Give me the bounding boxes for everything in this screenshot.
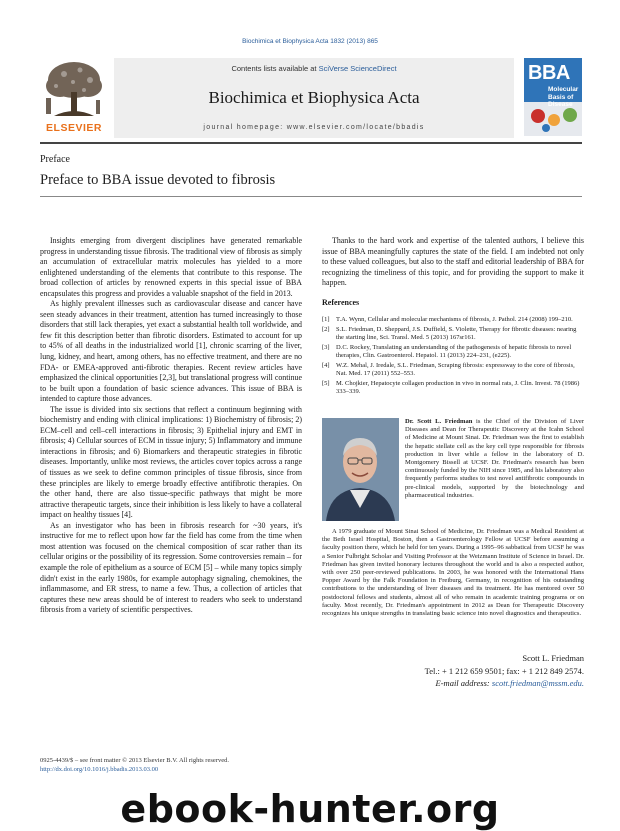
cover-subtitle: Molecular Basis of Disease [548,86,579,108]
contents-line [114,64,514,73]
signature-name: Scott L. Friedman [522,653,584,663]
body-paragraph: As an investigator who has been in fibrosis research for ~30 years, it's instructive for me to reflect upon how far the field has come from the time when most attention was focused on the chemical composition of scar rather than its cellular origins or the possibility of its regression. Some controversies remain – for example the role of epithelium as a source of ECM [5] – while many topics simply didn't exist in the early 1980s, for example autophagy signaling, chemokines, the inflammasome, and ER stress, to name a few. Thus, a collection of articles that captures these new areas should be of interest to readers who seek to understand fibrosis from a variety of scientific perspectives. [40,520,302,615]
references-list [322,316,584,398]
bio-paragraph: A 1979 graduate of Mount Sinai School of Medicine, Dr. Friedman was a Medical Resident at the Beth Israel Hospital, Boston, then a Gastroenterology Fellow at UCSF before assuming a faculty position there, which he held for ten years. During a 1995–96 sabbatical from UCSF he was a Senior Fulbright Scholar and Visiting Professor at the Weizmann Institute of Science in Israel. Dr. Friedman has given invited honorary lectures throughout the world and is also a respected author, with over 250 peer-reviewed publications. In 2003, he was honored with the International Hans Popper Award by the Falk Foundation in Freiburg, Germany, in recognition of his outstanding contributions to the understanding of liver diseases and its treatment. He has mentored over 50 postdoctoral fellows and students, almost all of who remain in academic training programs or on faculty. Most recently, Dr. Friedman's appointment in 2012 as Dean for Therapeutic Discovery recognizes his unique strengths in translating basic science into novel diagnostics and therapeutics. [322,528,584,618]
reference-item [322,326,584,343]
reference-number: [2] [322,325,330,333]
title-rule [40,196,582,197]
contents-prefix: Contents lists available at [231,64,317,73]
journal-title: Biochimica et Biophysica Acta [208,88,420,107]
reference-text: M. Chojkier, Hepatocyte collagen production in vivo in normal rats, J. Clin. Invest. 78 (1986) 333–339. [336,379,580,395]
reference-item [322,344,584,361]
reference-text: T.A. Wynn, Cellular and molecular mechanisms of fibrosis, J. Pathol. 214 (2008) 199–210. [336,316,573,323]
reference-item [322,362,584,379]
author-photo [322,418,399,521]
reference-text: S.L. Friedman, D. Sheppard, J.S. Duffield, S. Violette, Therapy for fibrotic diseases: nearing the starting line, Sci. Transl. Med. 5 (2013) 167sr161. [336,325,577,341]
doi-link[interactable]: http://dx.doi.org/10.1016/j.bbadis.2013.03.00 [40,765,159,773]
article-title: Preface to BBA issue devoted to fibrosis [40,172,276,188]
body-column-left [40,236,302,616]
body-paragraph: Insights emerging from divergent disciplines have generated remarkable progress in understanding tissue fibrosis. The traditional view of fibrosis as simply an accumulation of extracellular matrix molecules has yielded to a more enlightened understanding of the elements that contribute to this response. The broad collection of articles by renowned experts in this special issue of BBA encapsulates this progress and provides a valuable snapshot of the field in 2013. [40,236,302,298]
body-paragraph: The issue is divided into six sections that reflect a continuum beginning with biochemistry and ending with clinical implications: 1) Biochemistry of fibrosis; 2) ECM–cell and cell–cell interactions in fibrosis; 3) Epithelial injury and EMT in fibrosis; 4) Cellular sources of ECM in tissue injury; 5) Inflammatory and immune interactions in fibrosis; and 6) Biomarkers and therapeutic strategies in fibrotic diseases. Importantly, unlike most reviews, the articles cover topics across a range of tissues as we seek to define common principles of tissue fibrosis, since from these principles are likely to emerge broadly effective antifibrotic therapies. On the other hand, there are also tissue-specific pathways that might be more attractive therapeutic targets, since their inhibition is less likely to have a collateral impact on healthy tissues [4]. [40,404,302,520]
email-link[interactable]: scott.friedman@mssm.edu. [491,678,584,688]
body-paragraph: As highly prevalent illnesses such as cardiovascular disease and cancer have seen steady advances in their treatment, attention has turned increasingly to those disorders that still lack therapies, yet exact a substantial health toll worldwide, and few fit this description better than fibrotic disorders. Estimated to account for up to 45% of all deaths in the industrialized world [1], chronic scarring of the liver, lung, kidney, and heart, among others, has no effective treatment, and there are no FDA- or EMEA-approved anti-fibrotic therapies. Recent review articles have emphasized the clinical opportunities [2,3], but translational progress will continue to be built upon a foundation of basic science advances. This issue of BBA is intended to capture those advances. [40,299,302,404]
reference-number: [4] [322,361,330,369]
reference-text: D.C. Rockey, Translating an understanding of the pathogenesis of hepatic fibrosis to novel therapies, Clin. Gastroenterol. Hepatol. 11 (2013) 224–231, (e225). [336,343,572,359]
reference-text: W.Z. Mehal, J. Iredale, S.L. Friedman, Scraping fibrosis: expressway to the core of fibrosis, Nat. Med. 17 (2011) 552–553. [336,361,575,377]
watermark: ebook-hunter.org [120,787,500,831]
copyright-line: 0925-4439/$ – see front matter © 2013 Elsevier B.V. All rights reserved. [40,757,229,764]
reference-number: [5] [322,379,330,387]
reference-number: [3] [322,343,330,351]
references-heading: References [322,298,360,307]
signature-contact: Tel.: + 1 212 659 9501; fax: + 1 212 849 2574. [424,666,584,676]
body-column-right [322,236,584,289]
reference-number: [1] [322,316,330,323]
email-label: E-mail address: [435,678,490,688]
body-paragraph: Thanks to the hard work and expertise of the talented authors, I believe this issue of BBA meaningfully captures the state of the field. I am indebted not only to these valued colleagues, but also to the staff and editorial leadership of BBA for recognizing the timeliness of this topic, and for providing the support to make it happen. [322,236,584,288]
author-bio-intro [405,418,584,500]
sciencedirect-link[interactable]: SciVerse ScienceDirect [318,64,397,73]
journal-homepage[interactable]: journal homepage: www.elsevier.com/locate/bbadis [203,124,425,131]
author-bio-continued [322,528,584,618]
bio-intro-text: is the Chief of the Division of Liver Diseases and Dean for Therapeutic Discovery at the Icahn School of Medicine at Mount Sinai. Dr. Friedman was the first to establish the hepatic stellate cell as the key cell type responsible for fibrosis production in liver while a fellow in the laboratory of D. Montgomery Bissell at UCSF. Dr. Friedman's research has been continuously funded by the NIH since 1985, and his laboratory also frequently performs studies to test novel antifibrotic compounds in pre-clinical models, supported by the biotechnology and pharmaceutical industries. [405,418,584,499]
reference-item [322,316,584,325]
signature-email-line [322,678,584,689]
cover-title: BBA [528,62,570,84]
elsevier-wordmark: ELSEVIER [46,122,102,134]
author-name-bold: Dr. Scott L. Friedman [405,418,473,425]
header-rule [40,142,582,144]
footer [40,757,229,774]
reference-item [322,380,584,397]
section-label: Preface [40,154,70,165]
running-head: Biochimica et Biophysica Acta 1832 (2013) 865 [242,38,378,45]
